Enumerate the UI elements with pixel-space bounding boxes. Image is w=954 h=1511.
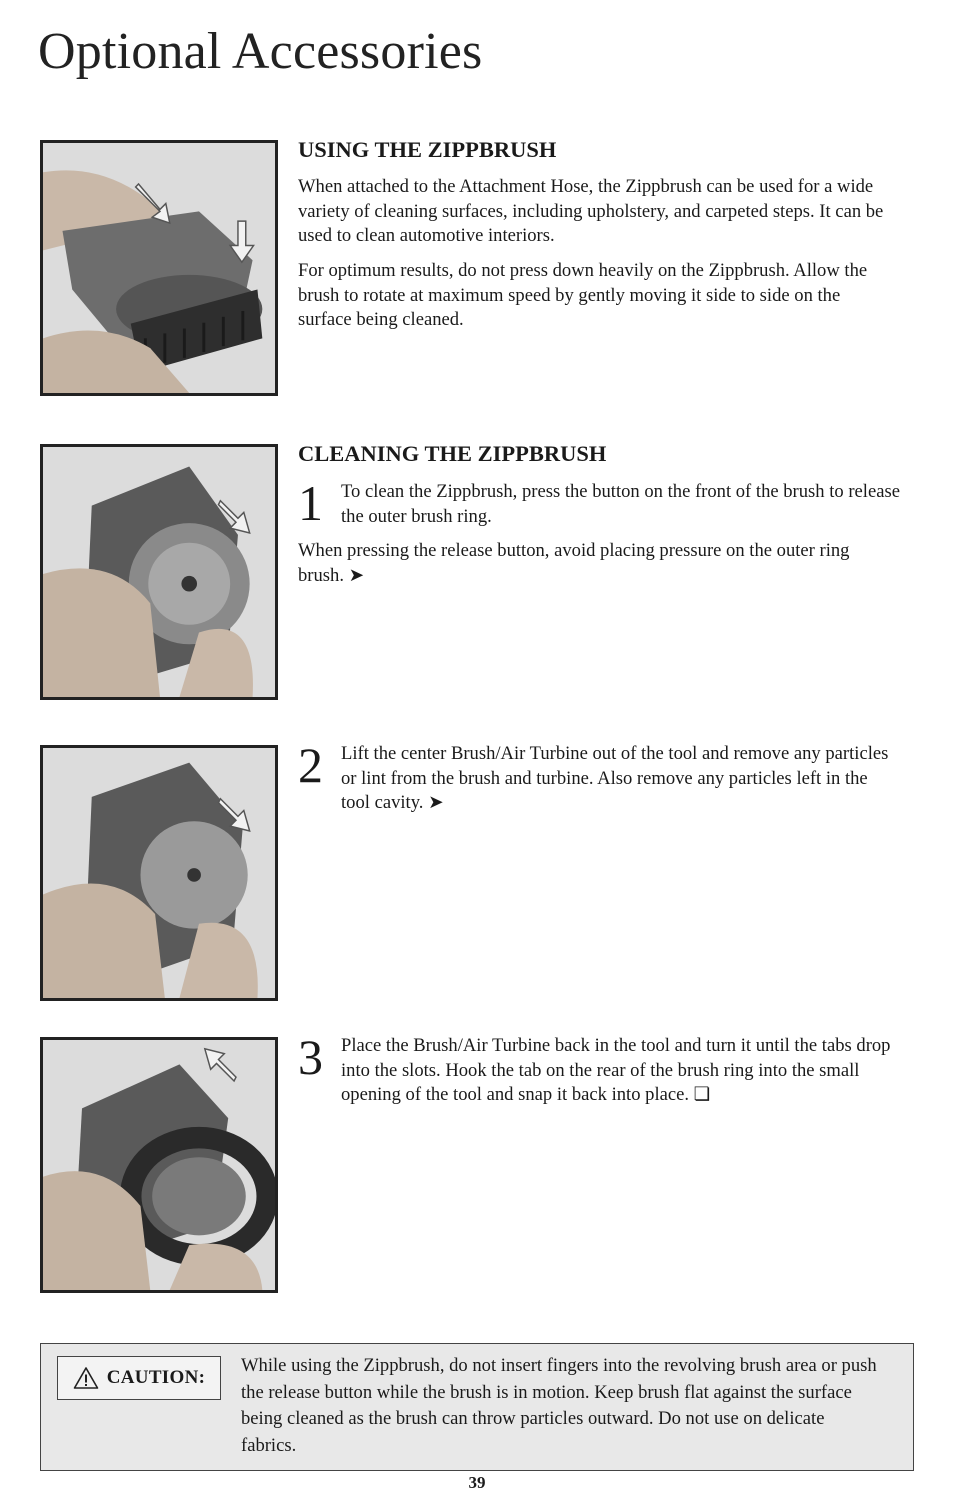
step-number: 1	[298, 475, 323, 531]
step-text: To clean the Zippbrush, press the button on the front of the brush to release the outer brush ring.	[341, 481, 900, 527]
page-title: Optional Accessories	[38, 23, 483, 80]
photo-cleaning-step-2	[40, 745, 278, 1001]
caution-text: While using the Zippbrush, do not insert fingers into the revolving brush area or push the release button while the brush is in motion. Keep brush flat against the surface being cleaned as the brush can throw particles outward. Do not use on delicate fabrics.	[241, 1355, 877, 1456]
using-paragraph-1: When attached to the Attachment Hose, the Zippbrush can be used for a wide variety of cleaning surfaces, including upholstery, and carpeted steps. It can be used to clean automotive interiors.	[298, 176, 884, 246]
step-number: 2	[298, 737, 323, 793]
photo-cleaning-step-1	[40, 444, 278, 700]
warning-triangle-icon	[73, 1366, 99, 1390]
step-text: Place the Brush/Air Turbine back in the tool and turn it until the tabs drop into the slots. Hook the tab on the rear of the brush ring into the small opening of the tool and snap it back into place. ❏	[341, 1035, 891, 1105]
page-number: 39	[468, 1473, 486, 1492]
caution-label	[57, 1356, 221, 1400]
step-text: Lift the center Brush/Air Turbine out of the tool and remove any particles or lint from the brush and turbine. Also remove any particles left in the tool cavity. ➤	[341, 743, 889, 813]
caution-label-text: CAUTION:	[106, 1367, 206, 1388]
photo-cleaning-step-3	[40, 1037, 278, 1293]
section-heading-cleaning: CLEANING THE ZIPPBRUSH	[298, 441, 607, 466]
using-paragraph-2: For optimum results, do not press down heavily on the Zippbrush. Allow the brush to rotate at maximum speed by gently moving it side to side on the surface being cleaned.	[298, 260, 868, 330]
photo-using-zippbrush	[40, 140, 278, 396]
cleaning-note: When pressing the release button, avoid placing pressure on the outer ring brush. ➤	[298, 540, 850, 586]
section-heading-using: USING THE ZIPPBRUSH	[298, 137, 557, 162]
caution-box	[40, 1343, 914, 1471]
step-number: 3	[298, 1029, 323, 1085]
